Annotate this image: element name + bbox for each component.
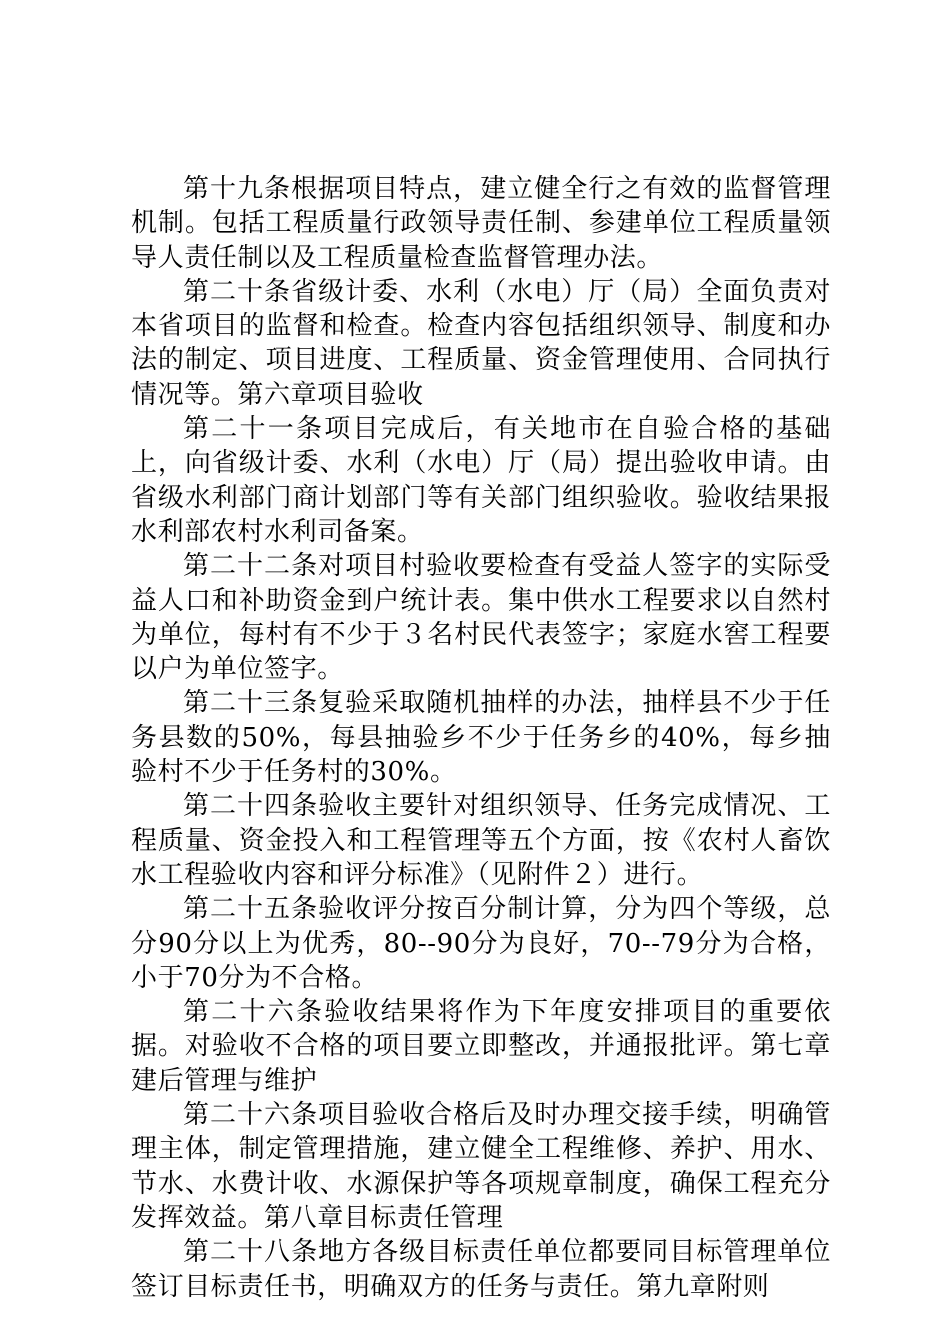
article-26-paragraph: 第二十六条验收结果将作为下年度安排项目的重要依据。对验收不合格的项目要立即整改，并通报批评。第七章建后管理与维护 <box>131 997 831 1096</box>
article-23-paragraph: 第二十三条复验采取随机抽样的办法，抽样县不少于任务县数的50%，每县抽验乡不少于任务乡的40%，每乡抽验村不少于任务村的30%。 <box>131 688 831 788</box>
article-20-paragraph: 第二十条省级计委、水利（水电）厅（局）全面负责对本省项目的监督和检查。检查内容包括组织领导、制度和办法的制定、项目进度、工程质量、资金管理使用、合同执行情况等。第六章项目验收 <box>131 276 831 410</box>
document-body <box>131 172 831 1304</box>
article-25-paragraph: 第二十五条验收评分按百分制计算，分为四个等级，总分90分以上为优秀，80--90分为良好，70--79分为合格，小于70分为不合格。 <box>131 894 831 993</box>
article-24-paragraph: 第二十四条验收主要针对组织领导、任务完成情况、工程质量、资金投入和工程管理等五个方面，按《农村人畜饮水工程验收内容和评分标准》（见附件２）进行。 <box>131 791 831 890</box>
article-21-paragraph: 第二十一条项目完成后，有关地市在自验合格的基础上，向省级计委、水利（水电）厅（局）提出验收申请。由省级水利部门商计划部门等有关部门组织验收。验收结果报水利部农村水利司备案。 <box>131 414 831 547</box>
article-19-paragraph: 第十九条根据项目特点，建立健全行之有效的监督管理机制。包括工程质量行政领导责任制、参建单位工程质量领导人责任制以及工程质量检查监督管理办法。 <box>131 174 831 273</box>
article-26b-paragraph: 第二十六条项目验收合格后及时办理交接手续，明确管理主体，制定管理措施，建立健全工程维修、养护、用水、节水、水费计收、水源保护等各项规章制度，确保工程充分发挥效益。第八章目标责任管理 <box>131 1100 831 1233</box>
article-22-paragraph: 第二十二条对项目村验收要检查有受益人签字的实际受益人口和补助资金到户统计表。集中供水工程要求以自然村为单位，每村有不少于３名村民代表签字；家庭水窖工程要以户为单位签字。 <box>131 551 831 685</box>
article-28-paragraph: 第二十八条地方各级目标责任单位都要同目标管理单位签订目标责任书，明确双方的任务与责任。第九章附则 <box>131 1237 831 1302</box>
